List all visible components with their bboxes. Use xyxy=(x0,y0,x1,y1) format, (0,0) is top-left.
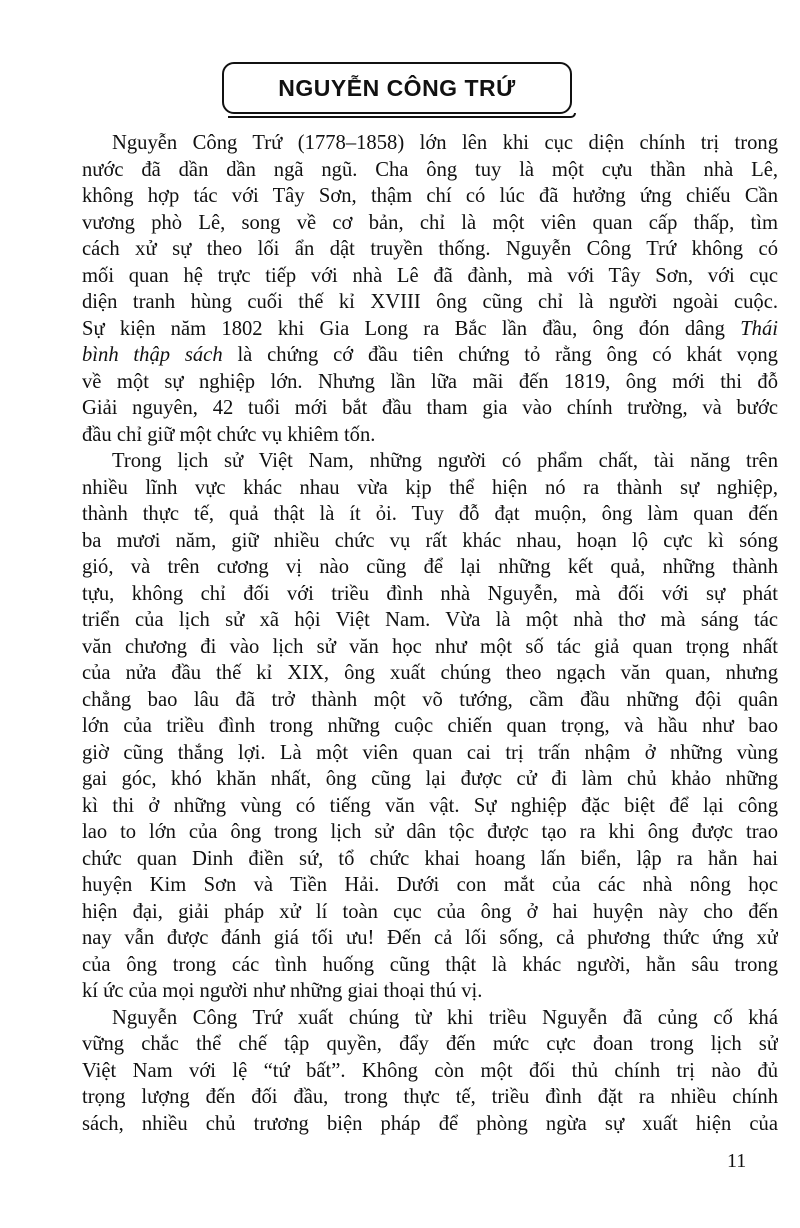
paragraph xyxy=(82,130,778,448)
text-segment: trọng lượng đến đối đầu, trong thực tế, triều đình đặt ra nhiều chính xyxy=(82,1086,778,1108)
italic-text: bình thập sách xyxy=(82,344,223,366)
text-segment: thành thực tế, quả thật là ít ỏi. Tuy đỗ đạt muộn, ông làm quan đến xyxy=(82,503,778,525)
text-segment: nay vẫn được đánh giá tối ưu! Đến cả lối sống, cả phương thức ứng xử xyxy=(82,927,778,949)
text-segment: Trong lịch sử Việt Nam, những người có phẩm chất, tài năng trên xyxy=(112,450,778,472)
text-line xyxy=(82,978,778,1005)
text-segment: không hợp tác với Tây Sơn, thậm chí có lúc đã hưởng ứng chiếu Cần xyxy=(82,185,778,207)
text-line xyxy=(82,183,778,210)
text-segment: chẳng bao lâu đã trở thành một võ tướng, cầm đầu những đội quân xyxy=(82,688,778,711)
text-segment: diện tranh hùng cuối thế kỉ XVIII ông cũng chỉ là người ngoài cuộc. xyxy=(82,291,778,313)
text-line xyxy=(82,793,778,820)
text-line xyxy=(82,713,778,740)
text-segment: đầu chỉ giữ một chức vụ khiêm tốn. xyxy=(82,423,376,446)
text-segment: kí ức của mọi người như những giai thoại thú vị. xyxy=(82,980,483,1002)
text-segment: sách, nhiều chủ trương biện pháp để phòng ngừa sự xuất hiện của xyxy=(82,1112,778,1135)
text-line xyxy=(82,316,778,343)
text-segment: gió, và trên cương vị nào cũng để lại những kết quả, những thành xyxy=(82,556,778,578)
text-segment: văn chương đi vào lịch sử văn học như một số tác giả quan trọng nhất xyxy=(82,635,778,658)
text-segment: giờ cũng thắng lợi. Là một viên quan cai trị trấn nhậm ở những vùng xyxy=(82,741,778,764)
text-line xyxy=(82,1058,778,1085)
text-segment: vương phò Lê, song về cơ bản, chỉ là một viên quan cấp thấp, tìm xyxy=(82,211,778,234)
text-segment: Việt Nam với lệ “tứ bất”. Không còn một đối thủ chính trị nào đủ xyxy=(82,1059,778,1082)
text-line xyxy=(82,660,778,687)
text-line xyxy=(82,395,778,422)
text-segment: Sự kiện năm 1802 khi Gia Long ra Bắc lần đầu, ông đón dâng xyxy=(82,317,741,340)
text-segment: Nguyễn Công Trứ xuất chúng từ khi triều Nguyễn đã củng cố khá xyxy=(112,1006,778,1029)
text-segment: nhiều lĩnh vực khác nhau vừa kịp thể hiện nó ra thành sự nghiệp, xyxy=(82,476,778,499)
text-line xyxy=(82,263,778,290)
text-segment: huyện Kim Sơn và Tiền Hải. Dưới con mắt của các nhà nông học xyxy=(82,874,778,896)
text-segment: hiện đại, giải pháp xử lí toàn cục của ông ở hai huyện này cho đến xyxy=(82,900,778,923)
text-line xyxy=(82,130,778,157)
text-segment: chức quan Dinh điền sứ, tổ chức khai hoang lấn biển, lập ra hẳn hai xyxy=(82,847,778,870)
paragraph xyxy=(82,1005,778,1138)
text-line xyxy=(82,422,778,449)
text-segment: lao to lớn của ông trong lịch sử dân tộc được tạo ra khi ông được trao xyxy=(82,821,778,843)
text-line xyxy=(82,634,778,661)
text-segment: gai góc, khó khăn nhất, ông cũng lại được cử đi làm chủ khảo những xyxy=(82,768,778,790)
text-segment: kì thi ở những vùng có tiếng văn vật. Sự nghiệp đặc biệt để lại công xyxy=(82,794,778,817)
text-line xyxy=(82,872,778,899)
text-line xyxy=(82,289,778,316)
text-line xyxy=(82,581,778,608)
text-segment: về một sự nghiệp lớn. Nhưng lần lữa mãi đến 1819, ông mới thi đỗ xyxy=(82,370,778,393)
text-line xyxy=(82,1111,778,1138)
text-segment: cách xử sự theo lối ẩn dật truyền thống. Nguyễn Công Trứ không có xyxy=(82,238,778,260)
text-line xyxy=(82,925,778,952)
text-line xyxy=(82,607,778,634)
text-segment: mối quan hệ trực tiếp với nhà Lê đã đành, mà với Tây Sơn, với cục xyxy=(82,264,778,287)
text-line xyxy=(82,369,778,396)
text-segment: lớn của triều đình trong những cuộc chiến quan trọng, và hầu như bao xyxy=(82,715,778,737)
text-line xyxy=(82,1084,778,1111)
text-segment: ba mươi năm, giữ nhiều chức vụ rất khác nhau, hoạn lộ cực kì sóng xyxy=(82,529,778,552)
chapter-title-box xyxy=(222,62,572,114)
text-segment: Giải nguyên, 42 tuổi mới bắt đầu tham gia vào chính trường, và bước xyxy=(82,397,778,419)
text-segment: triển của lịch sử xã hội Việt Nam. Vừa là một nhà thơ mà sáng tác xyxy=(82,609,778,631)
text-line xyxy=(82,687,778,714)
paragraph xyxy=(82,448,778,1005)
text-line xyxy=(82,554,778,581)
text-segment: nước đã dần dần ngã ngũ. Cha ông tuy là một cựu thần nhà Lê, xyxy=(82,158,778,181)
text-segment: của nửa đầu thế kỉ XIX, ông xuất chúng theo ngạch văn quan, nhưng xyxy=(82,662,778,684)
text-line xyxy=(82,740,778,767)
text-line xyxy=(82,342,778,369)
text-line xyxy=(82,899,778,926)
text-line xyxy=(82,766,778,793)
text-segment: là chứng cớ đầu tiên chứng tỏ rằng ông có khát vọng xyxy=(222,344,778,366)
text-segment: của ông trong các tình huống cũng thật là khác người, hằn sâu trong xyxy=(82,953,778,976)
text-segment: Nguyễn Công Trứ (1778–1858) lớn lên khi cục diện chính trị trong xyxy=(112,132,778,154)
text-segment: tựu, không chỉ đối với triều đình nhà Nguyễn, mà đối với sự phát xyxy=(82,582,778,605)
text-line xyxy=(82,448,778,475)
page-number: 11 xyxy=(727,1150,747,1172)
text-line xyxy=(82,236,778,263)
chapter-title: NGUYỄN CÔNG TRỨ xyxy=(278,74,516,101)
text-line xyxy=(82,846,778,873)
text-line xyxy=(82,1031,778,1058)
text-line xyxy=(82,528,778,555)
text-line xyxy=(82,210,778,237)
italic-text: Thái xyxy=(740,317,778,340)
text-segment: vững chắc thể chế tập quyền, đẩy đến mức cực đoan trong lịch sử xyxy=(82,1033,778,1055)
text-line xyxy=(82,952,778,979)
body-text xyxy=(82,130,778,1137)
text-line xyxy=(82,475,778,502)
text-line xyxy=(82,1005,778,1032)
text-line xyxy=(82,819,778,846)
text-line xyxy=(82,501,778,528)
text-line xyxy=(82,157,778,184)
